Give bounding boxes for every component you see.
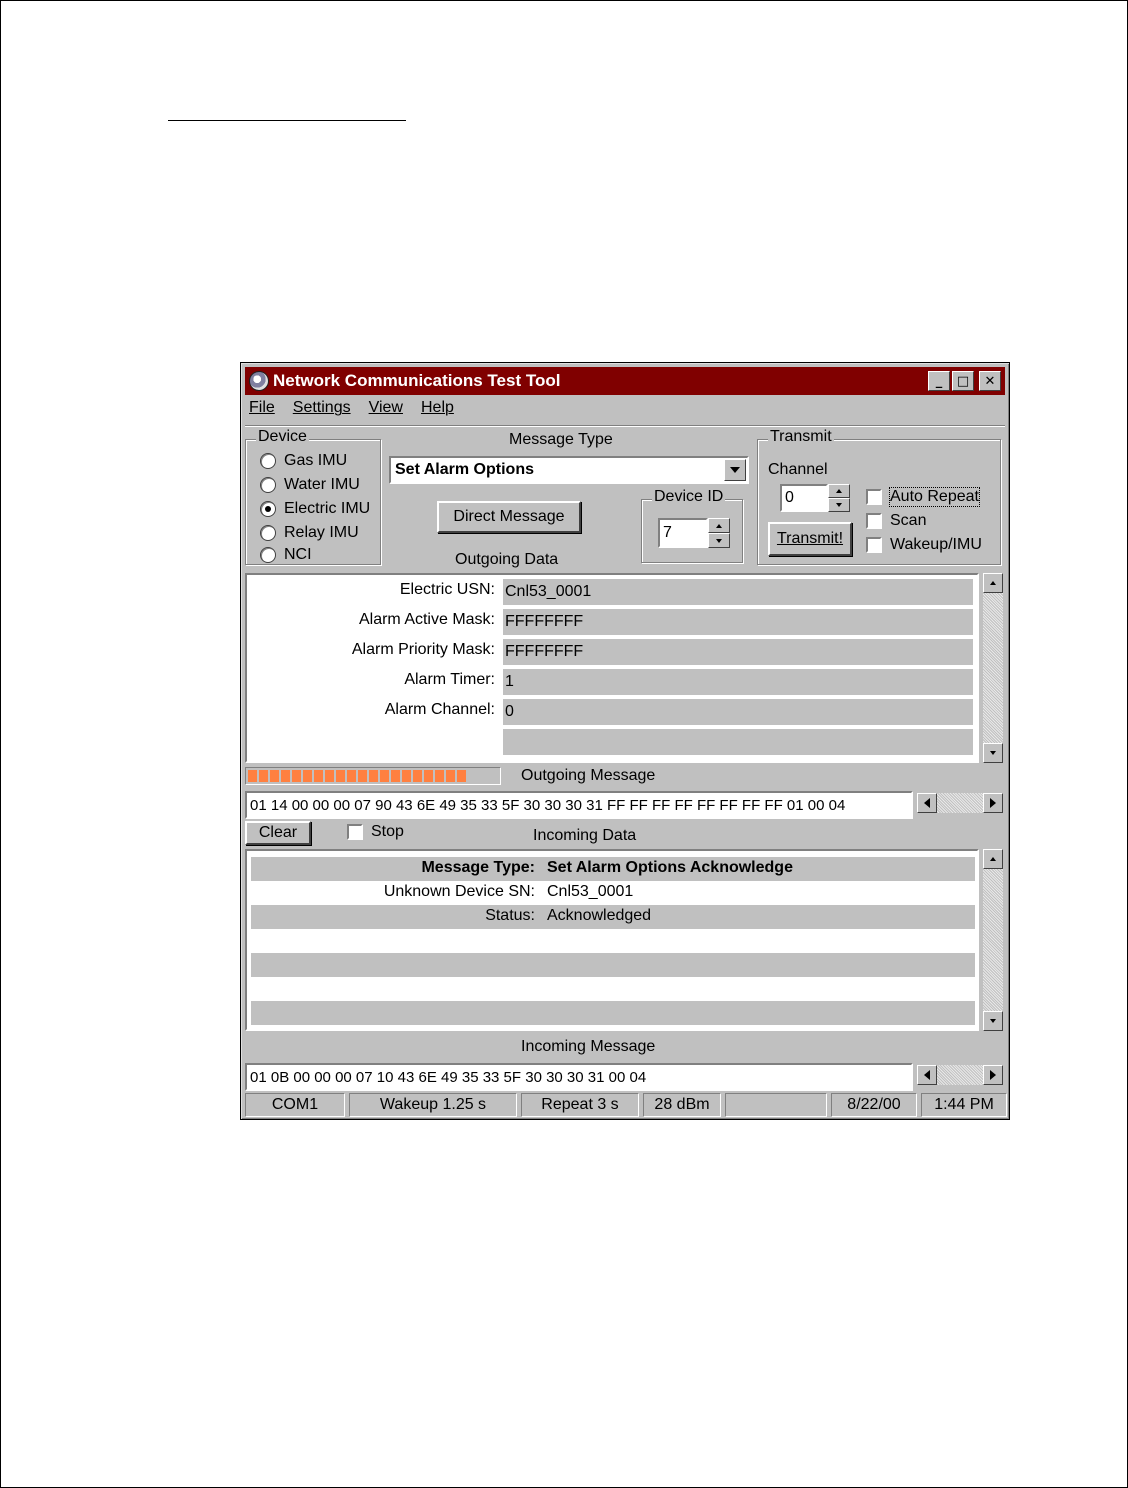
outgoing-row xyxy=(247,637,975,667)
field-value[interactable]: 0 xyxy=(503,699,973,725)
outgoing-data-panel xyxy=(245,573,979,763)
arrow-right-icon xyxy=(990,798,996,808)
message-type-value: Set Alarm Options xyxy=(395,461,534,478)
radio-label: NCI xyxy=(284,546,312,563)
incoming-row xyxy=(251,905,975,929)
arrow-down-icon xyxy=(836,503,842,507)
auto-repeat-checkbox[interactable] xyxy=(866,488,979,506)
channel-input[interactable]: 0 xyxy=(780,484,828,512)
progress-segment xyxy=(457,770,466,782)
progress-segment xyxy=(435,770,444,782)
scroll-up-button[interactable] xyxy=(983,573,1003,593)
device-id-group xyxy=(641,488,743,563)
radio-button-icon[interactable] xyxy=(260,477,276,493)
progress-segment xyxy=(248,770,257,782)
menu-view[interactable]: View xyxy=(368,399,403,416)
outgoing-row xyxy=(247,577,975,607)
channel-label: Channel xyxy=(768,461,828,478)
outgoing-row xyxy=(247,607,975,637)
radio-button-icon[interactable] xyxy=(260,525,276,541)
outgoing-message-title: Outgoing Message xyxy=(521,767,656,784)
device-legend: Device xyxy=(258,428,307,445)
incoming-row xyxy=(251,929,975,953)
menu-separator xyxy=(245,425,1005,427)
checkbox-label: Wakeup/IMU xyxy=(890,536,982,553)
status-wakeup: Wakeup 1.25 s xyxy=(349,1093,517,1117)
progress-segment xyxy=(281,770,290,782)
radio-button-icon[interactable] xyxy=(260,547,276,563)
progress-segment xyxy=(413,770,422,782)
maximize-button[interactable]: □ xyxy=(952,371,974,391)
radio-electric-imu[interactable] xyxy=(260,500,370,518)
scroll-right-button[interactable] xyxy=(983,1065,1003,1085)
field-label: Unknown Device SN: xyxy=(383,883,535,900)
radio-water-imu[interactable] xyxy=(260,476,360,494)
transmit-legend: Transmit xyxy=(770,428,832,445)
outgoing-message-scrollbar[interactable] xyxy=(917,793,1003,813)
outgoing-row xyxy=(247,727,975,757)
progress-segment xyxy=(391,770,400,782)
chevron-down-icon xyxy=(730,467,740,473)
checkbox-label: Scan xyxy=(890,512,927,529)
incoming-data-title: Incoming Data xyxy=(533,827,637,844)
message-type-label: Message Type xyxy=(509,431,613,448)
radio-label: Relay IMU xyxy=(284,524,359,541)
progress-segment xyxy=(259,770,268,782)
stop-checkbox[interactable] xyxy=(347,823,404,841)
incoming-row xyxy=(251,1001,975,1025)
checkbox-label: Stop xyxy=(371,823,404,840)
minimize-button[interactable]: _ xyxy=(928,371,950,391)
progress-segment xyxy=(369,770,378,782)
arrow-up-icon xyxy=(990,857,996,861)
spin-up-button[interactable] xyxy=(708,518,730,533)
arrow-left-icon xyxy=(924,1070,930,1080)
status-port: COM1 xyxy=(245,1093,345,1117)
arrow-down-icon xyxy=(990,1019,996,1023)
menu-help[interactable]: Help xyxy=(420,399,454,416)
progress-segment xyxy=(424,770,433,782)
progress-segment xyxy=(336,770,345,782)
message-type-dropdown[interactable] xyxy=(389,456,749,484)
field-label: Alarm Priority Mask: xyxy=(351,641,495,658)
field-value[interactable]: FFFFFFFF xyxy=(503,639,973,665)
progress-segment xyxy=(347,770,356,782)
checkbox-icon[interactable] xyxy=(866,489,882,505)
spin-down-button[interactable] xyxy=(828,498,850,512)
progress-segment xyxy=(380,770,389,782)
arrow-down-icon xyxy=(990,751,996,755)
progress-segment xyxy=(446,770,455,782)
field-label: Message Type: xyxy=(421,859,535,876)
wakeup-imu-checkbox[interactable] xyxy=(866,536,982,554)
app-window xyxy=(240,362,1010,1120)
menu-bar xyxy=(249,399,454,421)
radio-button-icon[interactable] xyxy=(260,453,276,469)
device-id-legend: Device ID xyxy=(654,488,724,505)
clear-button[interactable]: Clear xyxy=(245,821,311,845)
radio-gas-imu[interactable] xyxy=(260,452,347,470)
incoming-message-field[interactable]: 01 0B 00 00 00 07 10 43 6E 49 35 33 5F 30 30 30 31 00 04 xyxy=(245,1063,913,1091)
progress-segment xyxy=(358,770,367,782)
scroll-left-button[interactable] xyxy=(917,793,937,813)
progress-segment xyxy=(314,770,323,782)
close-button[interactable]: ✕ xyxy=(979,371,1001,391)
incoming-row xyxy=(251,857,975,881)
field-value: Set Alarm Options Acknowledge xyxy=(547,859,793,876)
field-label: Electric USN: xyxy=(399,581,495,598)
incoming-row xyxy=(251,953,975,977)
status-date: 8/22/00 xyxy=(831,1093,917,1117)
outgoing-message-field[interactable]: 01 14 00 00 00 07 90 43 6E 49 35 33 5F 30 30 30 31 FF FF FF FF FF FF FF FF 01 00 04 xyxy=(245,791,913,819)
arrow-right-icon xyxy=(990,1070,996,1080)
field-label: Alarm Timer: xyxy=(404,671,495,688)
scan-checkbox[interactable] xyxy=(866,512,926,530)
menu-file[interactable]: File xyxy=(249,399,275,416)
progress-segment xyxy=(402,770,411,782)
outgoing-row xyxy=(247,667,975,697)
transmit-group xyxy=(757,428,1001,565)
scroll-right-button[interactable] xyxy=(983,793,1003,813)
field-label: Status: xyxy=(485,907,535,924)
field-value[interactable] xyxy=(503,729,973,755)
field-value[interactable]: 1 xyxy=(503,669,973,695)
outgoing-data-title: Outgoing Data xyxy=(455,551,559,568)
scroll-left-button[interactable] xyxy=(917,1065,937,1085)
radio-relay-imu[interactable] xyxy=(260,524,359,542)
status-empty xyxy=(725,1093,827,1117)
field-label: Alarm Channel: xyxy=(384,701,495,718)
checkbox-icon[interactable] xyxy=(347,824,363,840)
spin-down-button[interactable] xyxy=(708,533,730,548)
progress-segment xyxy=(325,770,334,782)
field-value[interactable]: FFFFFFFF xyxy=(503,609,973,635)
device-group xyxy=(245,428,381,565)
field-value: Cnl53_0001 xyxy=(547,883,634,900)
incoming-message-scrollbar[interactable] xyxy=(917,1065,1003,1085)
scroll-up-button[interactable] xyxy=(983,849,1003,869)
device-id-spinner[interactable] xyxy=(708,518,730,548)
outgoing-row xyxy=(247,697,975,727)
radio-button-selected-icon[interactable] xyxy=(260,501,276,517)
arrow-up-icon xyxy=(836,489,842,493)
radio-label: Water IMU xyxy=(284,476,360,493)
direct-message-button[interactable]: Direct Message xyxy=(437,501,581,533)
radio-label: Electric IMU xyxy=(284,500,371,517)
status-time: 1:44 PM xyxy=(921,1093,1007,1117)
arrow-up-icon xyxy=(990,581,996,585)
menu-settings[interactable]: Settings xyxy=(292,399,351,416)
scroll-down-button[interactable] xyxy=(983,1011,1003,1031)
incoming-scrollbar[interactable] xyxy=(983,849,1003,1031)
device-id-input[interactable]: 7 xyxy=(658,518,708,548)
checkbox-icon[interactable] xyxy=(866,537,882,553)
radio-nci[interactable] xyxy=(260,546,312,564)
status-bar xyxy=(245,1093,1007,1117)
field-label: Alarm Active Mask: xyxy=(358,611,495,628)
arrow-down-icon xyxy=(716,539,722,543)
field-value[interactable]: Cnl53_0001 xyxy=(503,579,973,605)
outgoing-scrollbar[interactable] xyxy=(983,573,1003,763)
app-globe-icon[interactable] xyxy=(249,371,269,391)
scroll-down-button[interactable] xyxy=(983,743,1003,763)
progress-segment xyxy=(303,770,312,782)
channel-spinner[interactable] xyxy=(828,484,850,512)
radio-label: Gas IMU xyxy=(284,452,348,469)
progress-segment xyxy=(270,770,279,782)
transmit-button[interactable]: Transmit! xyxy=(768,522,852,556)
incoming-row xyxy=(251,881,975,905)
arrow-left-icon xyxy=(924,798,930,808)
status-repeat: Repeat 3 s xyxy=(521,1093,639,1117)
spin-up-button[interactable] xyxy=(828,484,850,498)
arrow-up-icon xyxy=(716,524,722,528)
incoming-row xyxy=(251,977,975,1001)
title-bar[interactable] xyxy=(245,367,1005,395)
checkbox-icon[interactable] xyxy=(866,513,882,529)
incoming-message-title: Incoming Message xyxy=(521,1038,656,1055)
checkbox-label: Auto Repeat xyxy=(890,488,979,505)
field-value: Acknowledged xyxy=(547,907,652,924)
progress-segment xyxy=(292,770,301,782)
document-underline xyxy=(168,120,406,121)
dropdown-button[interactable] xyxy=(724,459,746,481)
transmit-progress-bar xyxy=(245,767,501,785)
status-power: 28 dBm xyxy=(643,1093,721,1117)
window-title: Network Communications Test Tool xyxy=(273,371,561,390)
incoming-data-panel xyxy=(245,849,979,1031)
